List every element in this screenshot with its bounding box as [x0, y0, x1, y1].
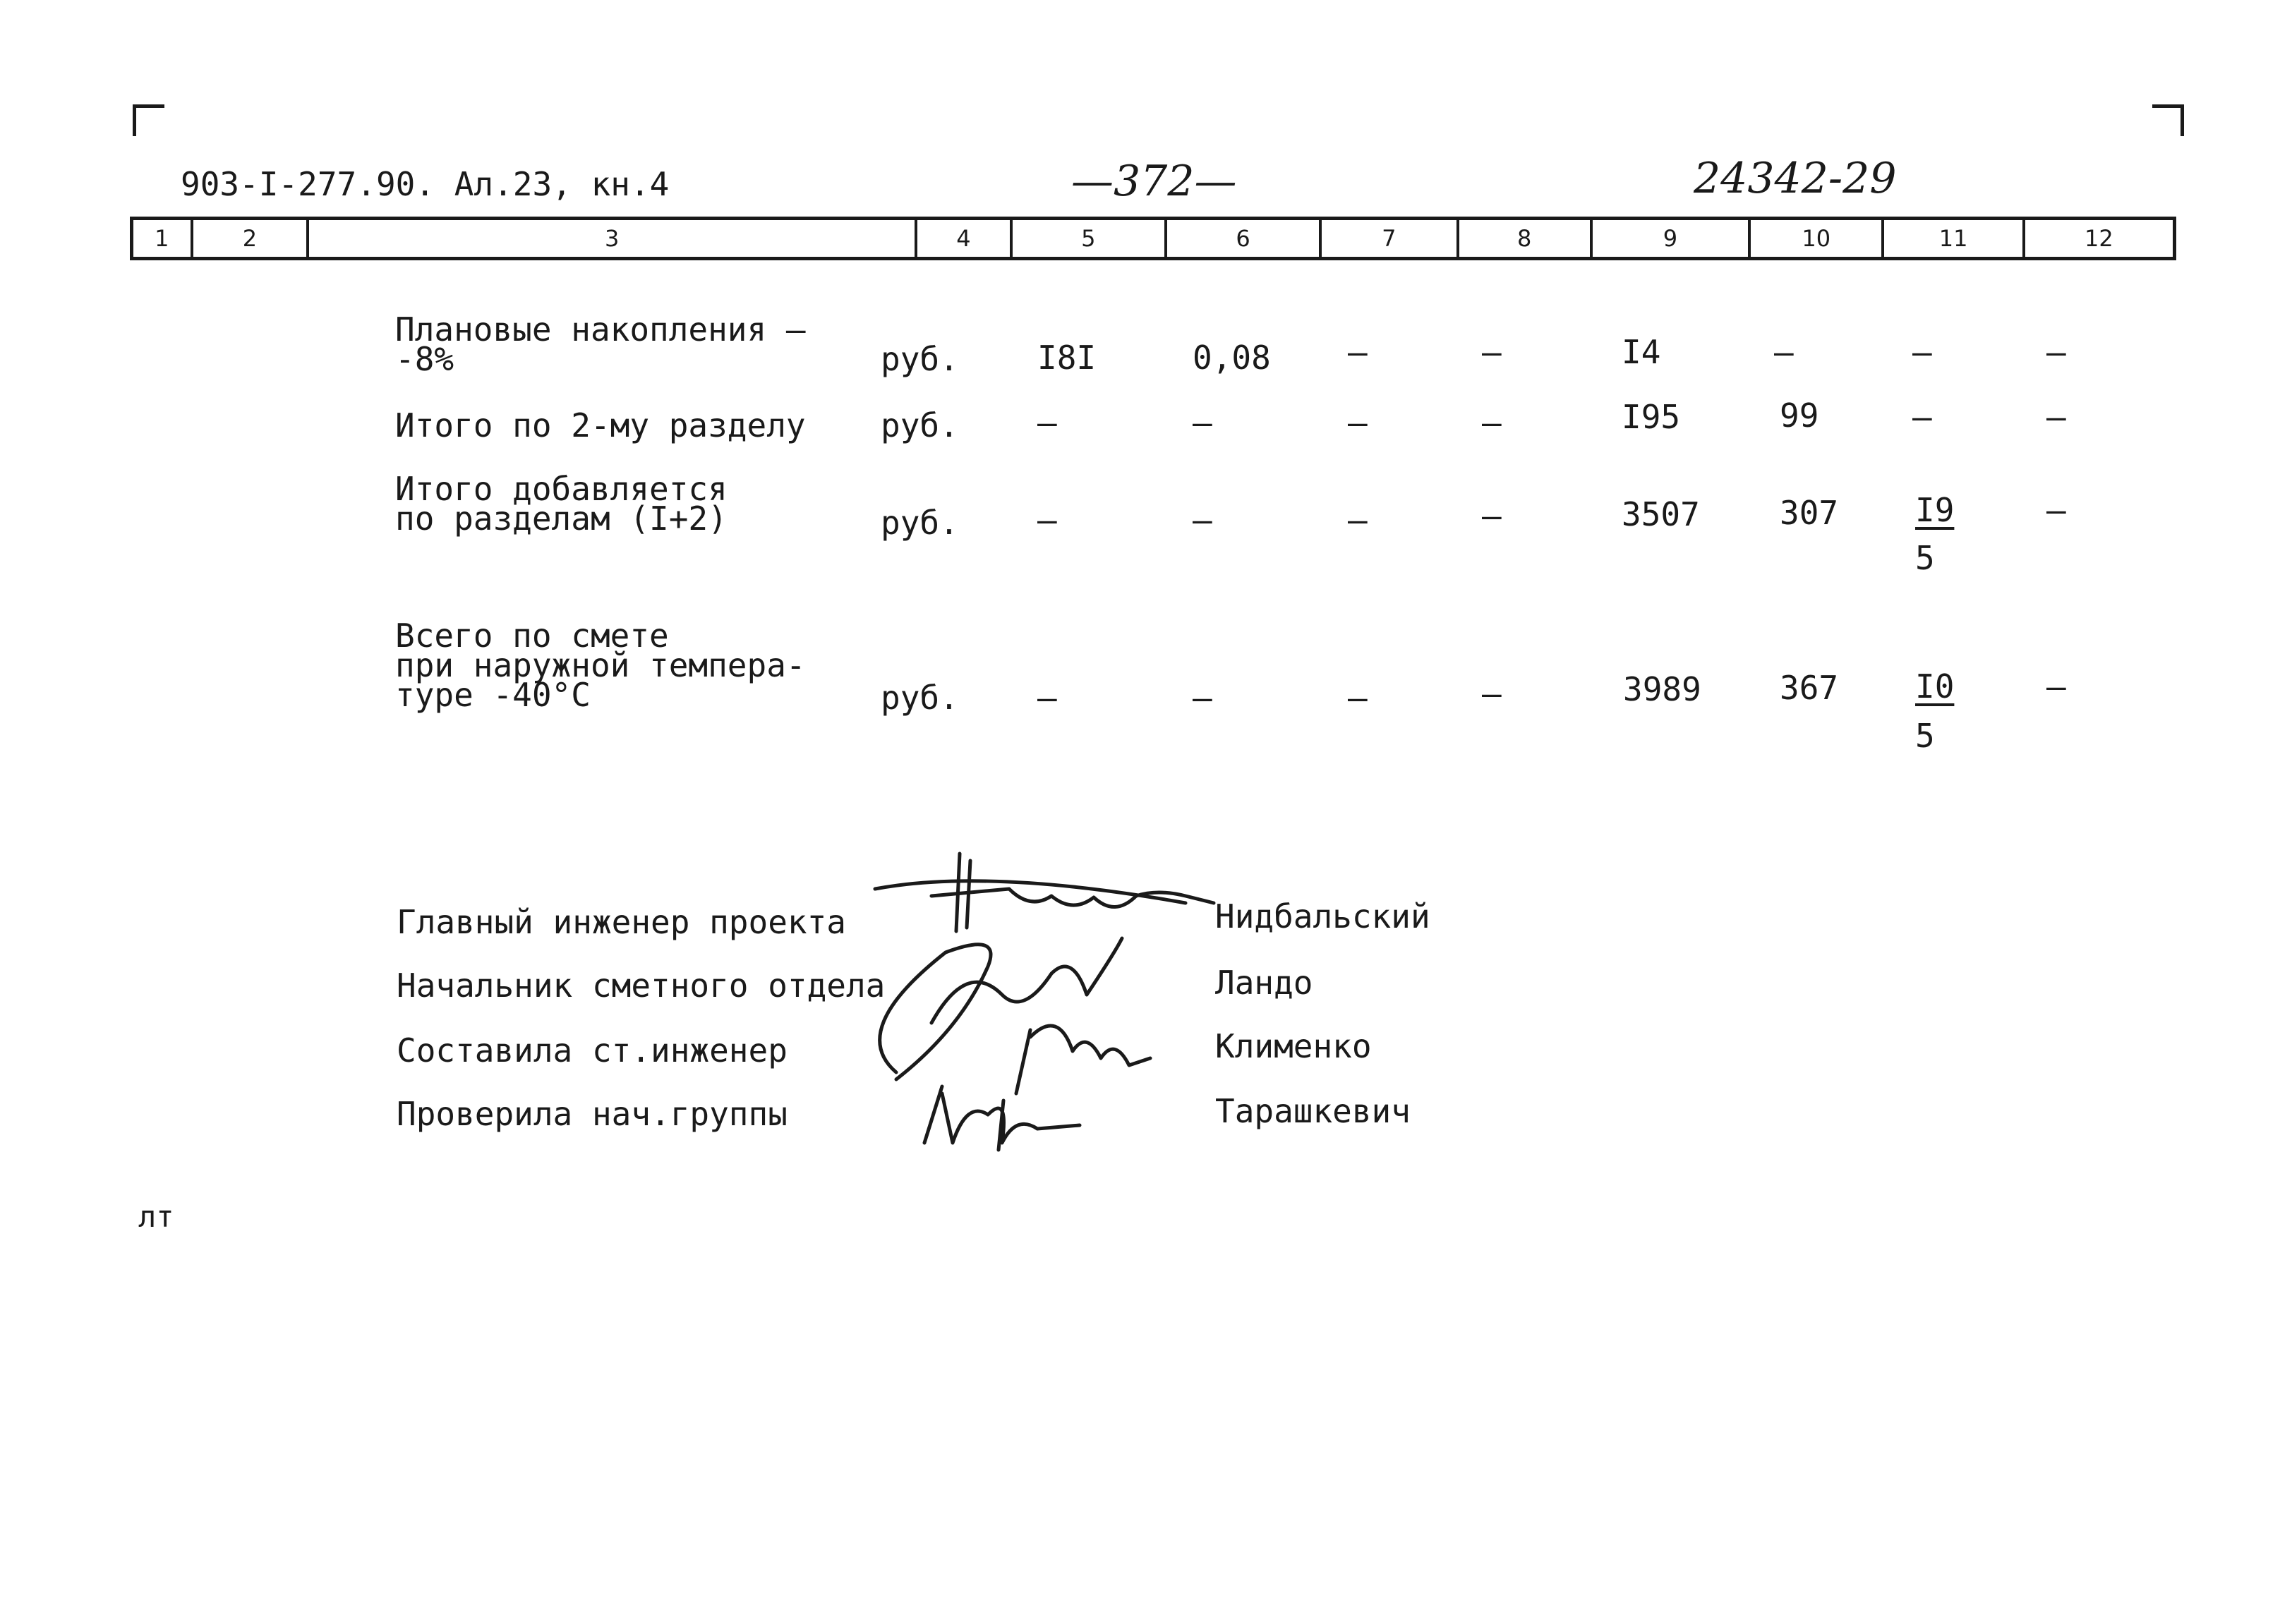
col-number-6: 6 [1167, 220, 1322, 257]
row-name [395, 406, 806, 444]
cell-col5: I8I [1037, 339, 1097, 377]
col-number-11: 11 [1884, 220, 2025, 257]
row-name-line: туре -40°С [395, 676, 591, 714]
cell-col7: – [1348, 501, 1368, 539]
cell-col6: 0,08 [1193, 339, 1271, 377]
handwritten-signatures [819, 847, 1235, 1171]
col-number-7: 7 [1322, 220, 1459, 257]
cell-col8: – [1482, 333, 1502, 371]
signature-name: Нидбальский [1215, 897, 1430, 935]
cell-col9: I95 [1622, 398, 1681, 436]
inventory-number: 24342-29 [1694, 154, 1897, 203]
cell-col7: – [1348, 404, 1368, 442]
cell-col12: – [2046, 333, 2066, 371]
cell-col11-bottom: 5 [1915, 539, 1935, 577]
cell-col12: – [2046, 667, 2066, 705]
row-unit: руб. [881, 406, 959, 444]
cell-col6: – [1193, 404, 1212, 442]
signature-name: Клименко [1215, 1027, 1372, 1065]
page-number: —372— [1071, 157, 1237, 206]
row-name-line: при наружной темпера- [395, 646, 806, 684]
cell-col5: – [1037, 679, 1057, 717]
row-name-line: -8% [395, 340, 454, 378]
cell-col5: – [1037, 404, 1057, 442]
signature-role: Составила ст.инженер [397, 1031, 788, 1069]
col-number-1: 1 [133, 220, 193, 257]
col-number-2: 2 [193, 220, 309, 257]
cell-col12: – [2046, 491, 2066, 529]
row-name-line: Плановые накопления – [395, 310, 806, 349]
cell-col6: – [1193, 501, 1212, 539]
cell-col11-top: I0 [1915, 667, 1955, 705]
column-number-strip [130, 217, 2176, 260]
row-name-line: Итого по 2-му разделу [395, 406, 806, 444]
signature-role: Начальник сметного отдела [397, 966, 886, 1005]
cell-col9: 3507 [1622, 495, 1700, 533]
row-unit: руб. [881, 679, 959, 717]
row-name-line: Итого добавляется [395, 470, 728, 508]
col-number-12: 12 [2085, 225, 2113, 252]
cell-col10: 99 [1780, 396, 1819, 435]
cell-col8: – [1482, 497, 1502, 535]
cell-col7: – [1348, 679, 1368, 717]
cell-col8: – [1482, 674, 1502, 713]
corner-mark-top-left [133, 104, 164, 136]
cell-col11-top: I9 [1915, 491, 1955, 529]
cell-col7: – [1348, 333, 1368, 371]
cell-col9: I4 [1622, 333, 1661, 371]
row-unit: руб. [881, 340, 959, 378]
col-number-5: 5 [1013, 220, 1167, 257]
col-number-9: 9 [1593, 220, 1751, 257]
signature-role: Главный инженер проекта [397, 903, 846, 941]
signature-stroke [931, 889, 1214, 907]
col-number-8: 8 [1459, 220, 1593, 257]
col-number-10: 10 [1751, 220, 1884, 257]
footer-mark: лт [138, 1199, 174, 1234]
signature-name: Тарашкевич [1215, 1092, 1411, 1130]
cell-col11-top: – [1912, 333, 1932, 371]
row-name [395, 310, 806, 378]
cell-col11-bottom: 5 [1915, 717, 1935, 755]
cell-col9: 3989 [1623, 670, 1701, 708]
corner-mark-top-right [2152, 104, 2184, 136]
row-name-line: по разделам (I+2) [395, 499, 728, 538]
row-unit: руб. [881, 504, 959, 542]
signature-stroke [1016, 1026, 1150, 1093]
cell-col8: – [1482, 404, 1502, 442]
cell-col6: – [1193, 679, 1212, 717]
col-number-4: 4 [917, 220, 1013, 257]
cell-col10: 307 [1780, 494, 1839, 532]
col-number-3: 3 [309, 220, 917, 257]
cell-col10: 367 [1780, 669, 1839, 707]
cell-col12: – [2046, 398, 2066, 436]
signature-role: Проверила нач.группы [397, 1095, 788, 1133]
doc-code: 903-I-277.90. Ал.23, кн.4 [181, 165, 670, 203]
row-name [395, 470, 728, 538]
row-name-line: Всего по смете [395, 617, 669, 655]
cell-col11-top: – [1912, 398, 1932, 436]
cell-col10: – [1774, 333, 1794, 371]
signature-name: Ландо [1215, 964, 1313, 1002]
cell-col5: – [1037, 501, 1057, 539]
signature-stroke [880, 945, 991, 1079]
row-name [395, 617, 806, 714]
signature-stroke [931, 938, 1122, 1023]
